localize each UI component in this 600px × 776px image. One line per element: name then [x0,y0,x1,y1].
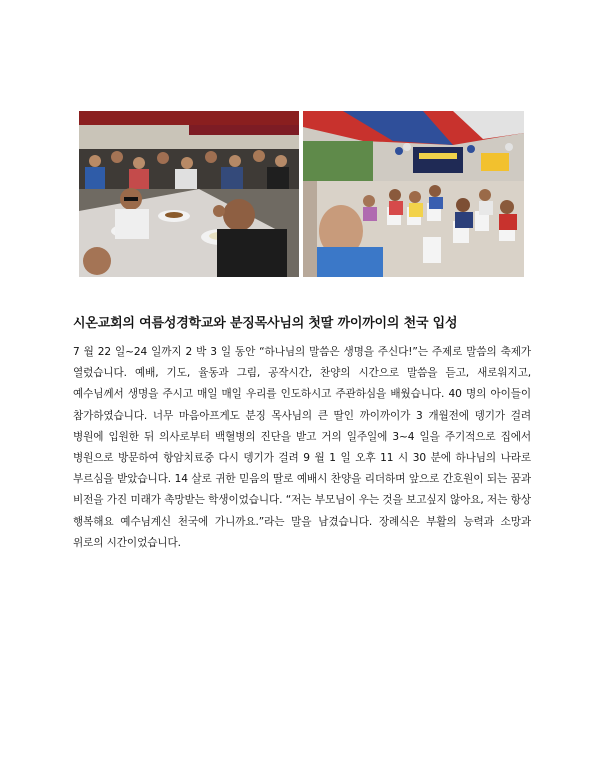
photo-vbs-hall [303,111,524,277]
photo-group-meal [79,111,299,277]
article-title: 시온교회의 여름성경학교와 분징목사님의 첫딸 까이까이의 천국 입성 [73,316,458,331]
vbs-hall-photo [303,111,524,277]
article-body: 7 월 22 일~24 일까지 2 박 3 일 동안 “하나님의 말씀은 생명을 주신다!”는 주제로 말씀의 축제가 열렸습니다. 예배, 기도, 율동과 그림, 공작시간, 찬양의 시간으로 말씀을 듣고, 새로워지고, 예수님께서 생명을 주시고 매일 매일 우리를 인도하시고 주관하심을 배웠습니다. 40 명의 아이들이 참가하였습니다. 너무 마음아프게도 분징 목사님의 큰 딸인 까이까이가 3 개월전에 뎅기가 걸려 병원에 입원한 뒤 의사로부터 백혈병의 진단을 받고 거의 일주일에 3~4 일을 주기적으로 집에서 병원으로 방문하여 항암치료중 다시 뎅기가 걸려 9 월 1 일 오후 11 시 30 분에 하나님의 나라로 부르심을 받았습니다. 14 살로 귀한 믿음의 딸로 예배시 찬양을 리더하며 앞으로 간호원이 되는 꿈과 비전을 가진 미래가 촉망받는 학생이었습니다. “저는 부모님이 우는 것을 보고싶지 않아요, 저는 항상 행복해요 예수님계신 천국에 가니까요.”라는 말을 남겼습니다. 장례식은 부활의 능력과 소망과 위로의 시간이었습니다. [73,346,531,549]
group-meal-photo [79,111,299,277]
